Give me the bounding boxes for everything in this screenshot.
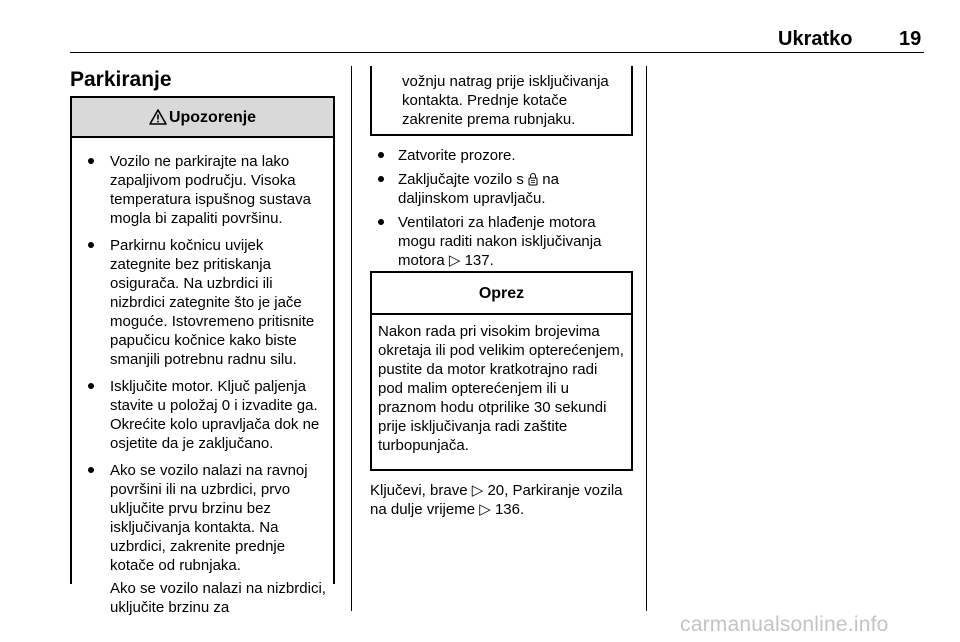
reference-arrow-icon: ▷ bbox=[479, 501, 491, 518]
page-reference[interactable]: 136. bbox=[494, 501, 525, 518]
watermark: carmanualsonline.info bbox=[680, 613, 889, 636]
page-reference[interactable]: 137. bbox=[464, 252, 494, 269]
list-item: Zaključajte vozilo s na daljinskom upravljaču. bbox=[370, 170, 632, 208]
reference-arrow-icon: ▷ bbox=[471, 482, 484, 499]
caution-body: Nakon rada pri visokim brojevima okretaja ili pod velikim opterećenjem, pustite da motor kratkotrajno radi pod malim opterećenjem ili u praznom hodu otprilike 30 sekundi prije isključivanja radi zaštite turbopunjača. bbox=[378, 323, 624, 454]
warning-box bbox=[70, 96, 335, 616]
warning-item: Ako se vozilo nalazi na ravnoj površini ili na uzbrdici, prvo uključite prvu brzinu bez isključivanja kontakta. Na uzbrdici, zakrenite prednje kotače od rubnjaka. bbox=[80, 461, 327, 575]
page-number: 19 bbox=[899, 28, 922, 50]
lock-icon bbox=[528, 172, 538, 186]
warning-item: Isključite motor. Ključ paljenja stavite u položaj 0 i izvadite ga. Okrećite kolo upravljača dok ne osjetite da je zaključano. bbox=[80, 377, 327, 453]
warning-continued-text: vožnju natrag prije isključivanja kontakta. Prednje kotače zakrenite prema rubnjaku. bbox=[402, 73, 609, 128]
warning-item: Parkirnu kočnicu uvijek zategnite bez pritiskanja osigurača. Na uzbrdici ili nizbrdici zategnite što je jače moguće. Istovremeno pritisnite papučicu kočnice kako biste smanjili potrebnu radnu silu. bbox=[80, 236, 327, 369]
header-rule bbox=[70, 52, 924, 53]
warning-header bbox=[72, 98, 333, 138]
warning-continuation: Ako se vozilo nalazi na nizbrdici, uključite brzinu za bbox=[110, 580, 326, 616]
list-item: Ventilatori za hlađenje motora mogu raditi nakon isključivanja motora ▷ 137. bbox=[370, 213, 632, 270]
caution-box bbox=[370, 271, 633, 471]
warning-item: Vozilo ne parkirajte na lako zapaljivom području. Visoka temperatura ispušnog sustava mogla bi zapaliti površinu. bbox=[80, 152, 327, 228]
list-item: Zatvorite prozore. bbox=[370, 146, 632, 165]
section-title: Parkiranje bbox=[70, 68, 172, 91]
caution-heading: Oprez bbox=[372, 273, 631, 315]
warning-triangle-icon bbox=[149, 109, 167, 125]
cross-references: Ključevi, brave ▷ 20, Parkiranje vozila na dulje vrijeme ▷ 136. bbox=[370, 482, 623, 518]
warning-heading: Upozorenje bbox=[168, 108, 257, 126]
parking-steps bbox=[370, 146, 632, 270]
warning-box-continued bbox=[370, 66, 633, 136]
reference-arrow-icon: ▷ bbox=[448, 252, 461, 269]
warning-list bbox=[80, 152, 327, 575]
column-divider-right bbox=[646, 66, 647, 611]
running-header-title: Ukratko bbox=[778, 28, 853, 50]
page-reference[interactable]: 20, Parkiranje vozila na dulje vrijeme bbox=[370, 482, 623, 518]
column-divider-left bbox=[351, 66, 352, 611]
